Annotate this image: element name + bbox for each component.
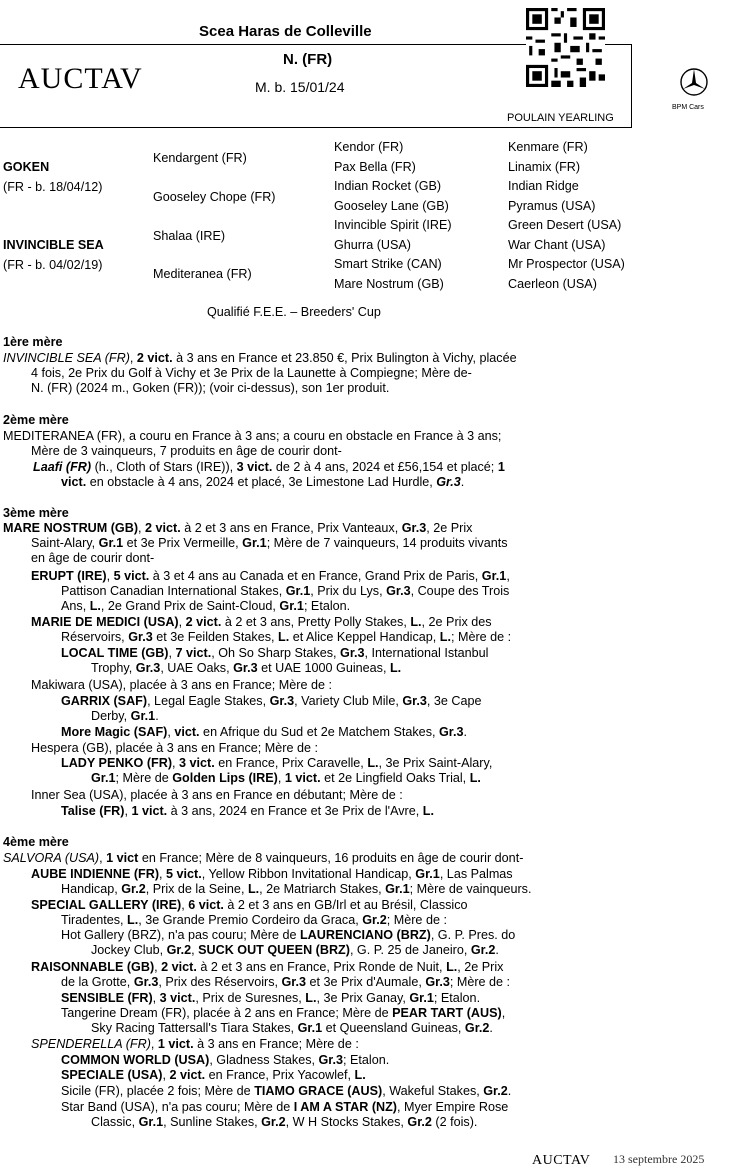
- text-line: LOCAL TIME (GB), 7 vict., Oh So Sharp Stakes, Gr.3, International Istanbul: [61, 646, 489, 660]
- footer-date: 13 septembre 2025: [613, 1152, 705, 1166]
- text-line: GARRIX (SAF), Legal Eagle Stakes, Gr.3, Variety Club Mile, Gr.3, 3e Cape: [61, 694, 482, 708]
- category-label: POULAIN YEARLING: [507, 112, 614, 124]
- text-line: Tiradentes, L., 3e Grande Premio Cordeiro da Graca, Gr.2; Mère de :: [61, 913, 447, 927]
- pedigree-gen4: Indian Ridge: [508, 179, 579, 193]
- pedigree-gen3: Smart Strike (CAN): [334, 257, 442, 271]
- text-line: RAISONNABLE (GB), 2 vict. à 2 et 3 ans en France, Prix Ronde de Nuit, L., 2e Prix: [31, 960, 504, 974]
- text-line: Sky Racing Tattersall's Tiara Stakes, Gr.1 et Queensland Guineas, Gr.2.: [91, 1021, 493, 1035]
- horse-name: N. (FR): [283, 51, 333, 68]
- text-line: INVINCIBLE SEA (FR), 2 vict. à 3 ans en France et 23.850 €, Prix Bulington à Vichy, placée: [3, 351, 517, 365]
- text-line: Mère de 3 vainqueurs, 7 produits en âge de courir dont-: [31, 444, 342, 458]
- section-heading: 1ère mère: [3, 335, 63, 349]
- text-line: Jockey Club, Gr.2, SUCK OUT QUEEN (BRZ), G. P. 25 de Janeiro, Gr.2.: [91, 943, 499, 957]
- text-line: LADY PENKO (FR), 3 vict. en France, Prix Caravelle, L., 3e Prix Saint-Alary,: [61, 756, 493, 770]
- pedigree-gen3: Kendor (FR): [334, 140, 404, 154]
- text-line: Laafi (FR) (h., Cloth of Stars (IRE)), 3 vict. de 2 à 4 ans, 2024 et £56,154 et placé; 1: [33, 460, 505, 474]
- text-line: de la Grotte, Gr.3, Prix des Réservoirs, Gr.3 et 3e Prix d'Aumale, Gr.3; Mère de :: [61, 975, 511, 989]
- text-line: Saint-Alary, Gr.1 et 3e Prix Vermeille, Gr.1; Mère de 7 vainqueurs, 14 produits vivants: [31, 536, 508, 550]
- sponsor-label: BPM Cars: [672, 104, 704, 111]
- text-line: COMMON WORLD (USA), Gladness Stakes, Gr.3; Etalon.: [61, 1053, 390, 1067]
- text-line: vict. en obstacle à 4 ans, 2024 et placé, 3e Limestone Lad Hurdle, Gr.3.: [61, 475, 465, 489]
- text-line: Derby, Gr.1.: [91, 709, 159, 723]
- text-line: N. (FR) (2024 m., Goken (FR)); (voir ci-dessus), son 1er produit.: [31, 381, 390, 395]
- text-line: Talise (FR), 1 vict. à 3 ans, 2024 en France et 3e Prix de l'Avre, L.: [61, 804, 434, 818]
- pedigree-gen4: Pyramus (USA): [508, 199, 596, 213]
- text-line: ERUPT (IRE), 5 vict. à 3 et 4 ans au Canada et en France, Grand Prix de Paris, Gr.1,: [31, 569, 510, 583]
- pedigree-gen4: Mr Prospector (USA): [508, 257, 625, 271]
- text-line: SALVORA (USA), 1 vict en France; Mère de 8 vainqueurs, 16 produits en âge de courir dont-: [3, 851, 524, 865]
- pedigree-gen2: Gooseley Chope (FR): [153, 190, 276, 204]
- text-line: en âge de courir dont-: [31, 551, 155, 565]
- sire-info: (FR - b. 18/04/12): [3, 180, 103, 194]
- pedigree-gen2: Kendargent (FR): [153, 151, 247, 165]
- text-line: Makiwara (USA), placée à 3 ans en France; Mère de :: [31, 678, 332, 692]
- text-line: Pattison Canadian International Stakes, Gr.1, Prix du Lys, Gr.3, Coupe des Trois: [61, 584, 510, 598]
- text-line: SPENDERELLA (FR), 1 vict. à 3 ans en France; Mère de :: [31, 1037, 359, 1051]
- text-line: More Magic (SAF), vict. en Afrique du Sud et 2e Matchem Stakes, Gr.3.: [61, 725, 468, 739]
- text-line: MARE NOSTRUM (GB), 2 vict. à 2 et 3 ans en France, Prix Vanteaux, Gr.3, 2e Prix: [3, 521, 473, 535]
- breeder-name: Scea Haras de Colleville: [199, 23, 372, 40]
- text-line: Hespera (GB), placée à 3 ans en France; Mère de :: [31, 741, 318, 755]
- text-line: Inner Sea (USA), placée à 3 ans en France en débutant; Mère de :: [31, 788, 403, 802]
- text-line: MARIE DE MEDICI (USA), 2 vict. à 2 et 3 ans, Pretty Polly Stakes, L., 2e Prix des: [31, 615, 492, 629]
- header-bottom-rule: [0, 127, 632, 128]
- text-line: Hot Gallery (BRZ), n'a pas couru; Mère de LAURENCIANO (BRZ), G. P. Pres. do: [61, 928, 516, 942]
- pedigree-gen4: Linamix (FR): [508, 160, 581, 174]
- auctav-logo: AUCTAV: [18, 62, 143, 95]
- pedigree-gen2: Mediteranea (FR): [153, 267, 252, 281]
- pedigree-gen4: Green Desert (USA): [508, 218, 622, 232]
- pedigree-gen3: Gooseley Lane (GB): [334, 199, 449, 213]
- pedigree-gen4: Caerleon (USA): [508, 277, 597, 291]
- text-line: Sicile (FR), placée 2 fois; Mère de TIAMO GRACE (AUS), Wakeful Stakes, Gr.2.: [61, 1084, 512, 1098]
- text-line: Star Band (USA), n'a pas couru; Mère de I AM A STAR (NZ), Myer Empire Rose: [61, 1100, 509, 1114]
- text-line: Ans, L., 2e Grand Prix de Saint-Cloud, Gr.1; Etalon.: [61, 599, 351, 613]
- dam-info: (FR - b. 04/02/19): [3, 258, 103, 272]
- text-line: 4 fois, 2e Prix du Golf à Vichy et 3e Prix de la Launette à Compiegne; Mère de-: [31, 366, 472, 380]
- qr-code-icon: [526, 8, 605, 87]
- mercedes-logo-icon: [678, 66, 710, 98]
- header-right-rule: [631, 44, 632, 128]
- text-line: Handicap, Gr.2, Prix de la Seine, L., 2e Matriarch Stakes, Gr.1; Mère de vainqueurs.: [61, 882, 532, 896]
- section-heading: 3ème mère: [3, 506, 69, 520]
- text-line: SPECIAL GALLERY (IRE), 6 vict. à 2 et 3 ans en GB/Irl et au Brésil, Classico: [31, 898, 468, 912]
- horse-description: M. b. 15/01/24: [255, 79, 345, 95]
- text-line: SPECIALE (USA), 2 vict. en France, Prix Yacowlef, L.: [61, 1068, 366, 1082]
- pedigree-gen3: Pax Bella (FR): [334, 160, 416, 174]
- qualification-note: Qualifié F.E.E. – Breeders' Cup: [207, 305, 381, 319]
- dam-name: INVINCIBLE SEA: [3, 238, 104, 252]
- text-line: AUBE INDIENNE (FR), 5 vict., Yellow Ribbon Invitational Handicap, Gr.1, Las Palmas: [31, 867, 513, 881]
- text-line: Tangerine Dream (FR), placée à 2 ans en France; Mère de PEAR TART (AUS),: [61, 1006, 506, 1020]
- text-line: Classic, Gr.1, Sunline Stakes, Gr.2, W H Stocks Stakes, Gr.2 (2 fois).: [91, 1115, 478, 1129]
- text-line: MEDITERANEA (FR), a couru en France à 3 ans; a couru en obstacle en France à 3 ans;: [3, 429, 502, 443]
- pedigree-gen2: Shalaa (IRE): [153, 229, 226, 243]
- text-line: Gr.1; Mère de Golden Lips (IRE), 1 vict. et 2e Lingfield Oaks Trial, L.: [91, 771, 481, 785]
- sire-name: GOKEN: [3, 160, 50, 174]
- footer-logo: AUCTAV: [532, 1153, 591, 1168]
- text-line: Trophy, Gr.3, UAE Oaks, Gr.3 et UAE 1000 Guineas, L.: [91, 661, 402, 675]
- text-line: SENSIBLE (FR), 3 vict., Prix de Suresnes, L., 3e Prix Ganay, Gr.1; Etalon.: [61, 991, 481, 1005]
- pedigree-gen3: Ghurra (USA): [334, 238, 411, 252]
- pedigree-gen3: Mare Nostrum (GB): [334, 277, 444, 291]
- pedigree-gen4: War Chant (USA): [508, 238, 606, 252]
- pedigree-gen3: Invincible Spirit (IRE): [334, 218, 452, 232]
- text-line: Réservoirs, Gr.3 et 3e Feilden Stakes, L. et Alice Keppel Handicap, L.; Mère de :: [61, 630, 512, 644]
- pedigree-gen3: Indian Rocket (GB): [334, 179, 442, 193]
- section-heading: 2ème mère: [3, 413, 69, 427]
- pedigree-gen4: Kenmare (FR): [508, 140, 588, 154]
- section-heading: 4ème mère: [3, 835, 69, 849]
